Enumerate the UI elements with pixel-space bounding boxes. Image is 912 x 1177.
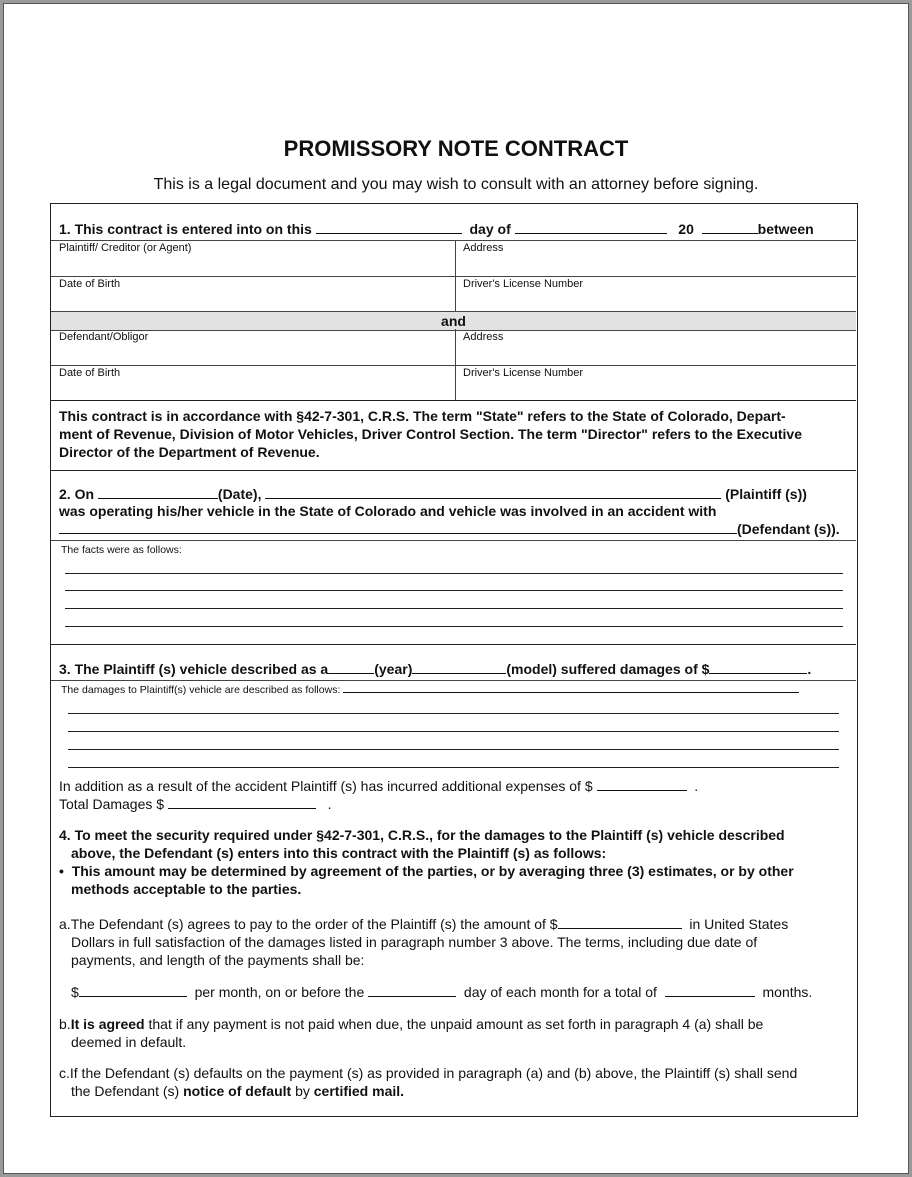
damages-description-line	[61, 684, 799, 696]
page-subtitle: This is a legal document and you may wish to consult with an attorney before signing.	[153, 176, 759, 193]
total-damages-line	[59, 795, 332, 812]
defendant-license-field[interactable]: Driver's License Number	[463, 367, 584, 379]
damages-description-field[interactable]	[343, 684, 799, 693]
additional-expenses-field[interactable]	[597, 777, 687, 791]
section3-line1	[59, 660, 811, 677]
facts-line[interactable]	[65, 626, 843, 627]
clause-a-line: payments, and length of the payments shall be:	[71, 952, 365, 968]
section4-line: methods acceptable to the parties.	[71, 881, 302, 897]
page-title: PROMISSORY NOTE CONTRACT	[283, 136, 629, 161]
clause-c	[59, 1064, 797, 1100]
bullet-text: This amount may be determined by agreement of the parties, or by averaging three (3) estimates, or by other	[71, 863, 794, 879]
year-text: (year)	[374, 661, 413, 677]
period-text: .	[807, 661, 812, 677]
clause-a-marker: a.	[59, 916, 71, 932]
defendant-name-field[interactable]	[59, 520, 737, 534]
total-months-field[interactable]	[665, 983, 755, 997]
clause-b-bold: It is agreed	[70, 1016, 145, 1032]
plaintiff-name-field[interactable]	[265, 485, 721, 499]
damages-label: The damages to Plaintiff(s) vehicle are described as follows:	[61, 684, 341, 696]
model-text: (model) suffered damages of $	[506, 661, 710, 677]
defendant-text: (Defendant (s)).	[737, 521, 840, 537]
monthly-payment-field[interactable]	[79, 983, 187, 997]
expenses-text: In addition as a result of the accident Plaintiff (s) has incurred additional expenses of $	[59, 778, 593, 794]
clause-b-line1	[59, 1015, 763, 1033]
clause-b-line: deemed in default.	[71, 1034, 187, 1050]
damages-line[interactable]	[68, 749, 839, 750]
defendant-dob-field[interactable]: Date of Birth	[59, 367, 121, 379]
total-damages-label: Total Damages $	[59, 796, 165, 812]
defendant-obligor-field[interactable]: Defendant/Obligor	[59, 331, 149, 343]
damages-line[interactable]	[68, 767, 839, 768]
clause-b	[59, 1015, 763, 1051]
section4-bullet	[59, 862, 794, 880]
expenses-end: .	[694, 778, 699, 794]
clause-c-marker: c.	[59, 1065, 70, 1081]
defendant-address-field[interactable]: Address	[463, 331, 504, 343]
total-end: .	[327, 796, 332, 812]
divider	[51, 644, 856, 645]
clause-c-text: If the Defendant (s) defaults on the payment (s) as provided in paragraph (a) and (b) above, the Plaintiff (s) shall send	[69, 1065, 798, 1081]
divider	[51, 276, 856, 277]
statute-paragraph	[59, 407, 802, 461]
certified-mail-text: certified mail.	[313, 1083, 405, 1099]
months-text: months.	[762, 984, 813, 1000]
statute-line: Director of the Department of Revenue.	[59, 444, 320, 460]
facts-line[interactable]	[65, 590, 843, 591]
plaintiff-creditor-field[interactable]: Plaintiff/ Creditor (or Agent)	[59, 242, 192, 254]
vehicle-model-field[interactable]	[412, 660, 506, 674]
divider	[51, 240, 856, 241]
clause-a-text: in United States	[689, 916, 789, 932]
clause-c-line1	[59, 1064, 797, 1082]
payment-amount-field[interactable]	[558, 915, 682, 929]
section2-line1	[59, 485, 807, 502]
divider	[51, 400, 856, 401]
dollar-text: $	[71, 984, 79, 1000]
section1-intro-text: 1. This contract is entered into on this	[59, 221, 312, 237]
section4-line: 4. To meet the security required under §42-7-301, C.R.S., for the damages to the Plaintiff (s) vehicle described	[59, 827, 785, 843]
clause-a-text: The Defendant (s) agrees to pay to the order of the Plaintiff (s) the amount of $	[70, 916, 558, 932]
vehicle-year-field[interactable]	[328, 660, 374, 674]
day-of-each-text: day of each month for a total of	[463, 984, 657, 1000]
section2-line2: was operating his/her vehicle in the State of Colorado and vehicle was involved in an accident with	[59, 503, 717, 519]
contract-form	[50, 203, 858, 1117]
statute-line: This contract is in accordance with §42-7-301, C.R.S. The term "State" refers to the State of Colorado, Depart-	[59, 408, 786, 424]
and-band: and	[51, 311, 856, 331]
accident-date-field[interactable]	[98, 485, 218, 499]
facts-line[interactable]	[65, 573, 843, 574]
facts-label: The facts were as follows:	[61, 544, 182, 556]
year-prefix-text: 20	[678, 221, 694, 237]
damages-amount-field[interactable]	[709, 660, 807, 674]
plaintiff-address-field[interactable]: Address	[463, 242, 504, 254]
damages-line[interactable]	[68, 713, 839, 714]
payment-day-field[interactable]	[368, 983, 456, 997]
by-text: by	[295, 1083, 310, 1099]
plaintiff-license-field[interactable]: Driver's License Number	[463, 278, 584, 290]
facts-line[interactable]	[65, 608, 843, 609]
clause-c-line2	[59, 1082, 797, 1100]
clause-c-text: the Defendant (s)	[71, 1083, 180, 1099]
section4-line: above, the Defendant (s) enters into this contract with the Plaintiff (s) as follows:	[71, 845, 607, 861]
on-text: 2. On	[59, 486, 95, 502]
clause-b-marker: b.	[59, 1016, 71, 1032]
clause-a-line: Dollars in full satisfaction of the damages listed in paragraph number 3 above. The terms, including due date of	[71, 934, 758, 950]
contract-date-field[interactable]	[316, 220, 462, 234]
vehicle-described-text: 3. The Plaintiff (s) vehicle described as a	[59, 661, 329, 677]
divider	[51, 365, 856, 366]
section2-line3	[59, 520, 840, 537]
statute-line: ment of Revenue, Division of Motor Vehicles, Driver Control Section. The term "Director" refers to the Executive	[59, 426, 803, 442]
between-text: between	[757, 221, 814, 237]
bullet-icon: •	[59, 863, 72, 879]
plaintiff-dob-field[interactable]: Date of Birth	[59, 278, 121, 290]
expenses-line	[59, 777, 698, 794]
total-damages-field[interactable]	[168, 795, 316, 809]
divider	[51, 540, 856, 541]
day-of-text: day of	[469, 221, 511, 237]
contract-month-field[interactable]	[515, 220, 667, 234]
plaintiff-text: (Plaintiff (s))	[725, 486, 807, 502]
payment-terms-line	[71, 983, 812, 1000]
contract-year-field[interactable]	[702, 220, 758, 234]
section1-intro-line	[59, 220, 814, 237]
divider	[51, 680, 856, 681]
date-text: (Date),	[217, 486, 262, 502]
clause-a	[59, 915, 788, 969]
clause-a-line1	[59, 915, 788, 933]
notice-of-default-text: notice of default	[183, 1083, 292, 1099]
damages-line[interactable]	[68, 731, 839, 732]
clause-b-text: that if any payment is not paid when due, the unpaid amount as set forth in paragraph 4 (a) shall be	[148, 1016, 764, 1032]
per-month-text: per month, on or before the	[194, 984, 365, 1000]
divider	[51, 470, 856, 471]
section4-paragraph	[59, 826, 794, 898]
